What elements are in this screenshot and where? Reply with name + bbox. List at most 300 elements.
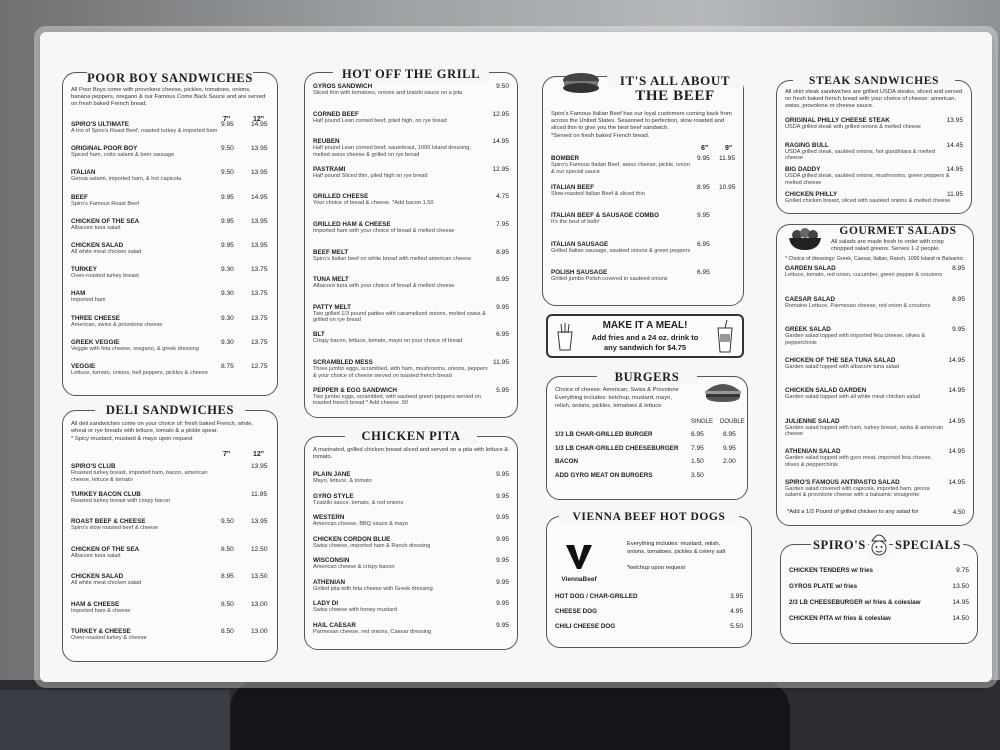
menu-item xyxy=(785,326,965,346)
item-name: HAM & CHEESE xyxy=(71,600,120,608)
item-description: Grilled pita with feta cheese with Greek dressing xyxy=(313,585,433,592)
section-title: STEAK SANDWICHES xyxy=(793,75,955,87)
item-name: WESTERN xyxy=(313,514,345,521)
item-description: Grilled chicken breast, sliced with sautéed onions & melted cheese xyxy=(785,197,951,204)
item-name: LADY DI xyxy=(313,600,339,607)
menu-item xyxy=(555,458,739,465)
item-description: Two jumbo eggs, scrambled, with sauteed green peppers served on toasted french bread * Add cheese .50 xyxy=(313,393,481,407)
item-price-small: 9.50 xyxy=(221,518,234,525)
hotdog-includes: Everything includes: mustard, relish, xyxy=(627,541,721,547)
menu-item xyxy=(71,491,269,505)
item-name: GARDEN SALAD xyxy=(785,265,836,272)
size-9: 9" xyxy=(725,145,733,152)
item-name: ITALIAN BEEF & SAUSAGE COMBO xyxy=(551,212,659,219)
item-description: A trio of Spiro's Roast Beef, roasted turkey & imported ham xyxy=(71,128,218,134)
item-description: Sliced thin with tomatoes, onions and tzatzki sauce on a pita xyxy=(313,90,463,96)
item-name: BEEF xyxy=(71,193,88,201)
item-description: Garden salad topped with gyro meat, imported feta cheese, olives & pepperchinis xyxy=(785,455,933,468)
item-name: CHICKEN TENDERS w/ fries xyxy=(789,567,873,574)
specials-section xyxy=(780,538,978,644)
item-price-small: 9.95 xyxy=(697,155,710,162)
item-description: Albacore tuna salad xyxy=(71,224,121,231)
item-price: 9.50 xyxy=(496,83,509,90)
menu-item xyxy=(551,212,735,226)
item-name: HAM xyxy=(71,290,86,298)
size-12: 12" xyxy=(253,116,265,123)
item-description: Roasted turkey breast with crispy bacon xyxy=(71,497,171,504)
item-price-small: 8.50 xyxy=(221,545,234,553)
menu-item xyxy=(71,518,269,532)
item-price-large: 13.95 xyxy=(251,463,268,470)
item-price: 14.95 xyxy=(948,478,965,486)
item-price-small: 9.30 xyxy=(221,290,234,298)
item-name: HAIL CAESAR xyxy=(313,621,356,629)
item-description: American cheese & crispy bacon xyxy=(313,564,395,570)
item-name: GREEK SALAD xyxy=(785,326,831,333)
item-price-small: 9.95 xyxy=(221,193,234,201)
menu-item xyxy=(785,191,963,205)
section-intro: All deli sandwiches come on your choice of: fresh baked French, white, wheat or rye breads with lettuce, tomato & a pickle spear. xyxy=(71,421,254,435)
dressing-note: * Choice of dressings: Greek, Caesar, Italian, Ranch, 1000 Island or Balsamic. xyxy=(785,256,965,262)
item-price-small: 9.50 xyxy=(221,169,234,177)
item-price: 14.50 xyxy=(952,615,969,622)
menu-item xyxy=(71,339,269,353)
vienna-beef-logo xyxy=(559,543,599,583)
item-name: CHICKEN OF THE SEA xyxy=(71,217,140,225)
section-title-line2: THE BEEF xyxy=(635,88,715,104)
menu-item xyxy=(71,145,269,159)
section-title: VIENNA BEEF HOT DOGS xyxy=(559,511,739,523)
item-price: 7.95 xyxy=(496,221,509,228)
menu-item xyxy=(313,111,509,125)
menu-item xyxy=(313,387,509,407)
menu-item xyxy=(551,241,735,255)
item-name: TURKEY & CHEESE xyxy=(71,628,131,635)
menu-item xyxy=(313,514,509,528)
item-name: VEGGIE xyxy=(71,363,96,370)
hotdog-ketchup-note: *ketchup upon request xyxy=(627,565,686,571)
item-name: CHICKEN SALAD xyxy=(71,242,124,249)
menu-item xyxy=(555,431,739,438)
item-name: CHICKEN PHILLY xyxy=(785,190,838,198)
item-name: ATHENIAN SALAD xyxy=(785,448,841,455)
item-description: Imported ham & cheese xyxy=(71,607,131,614)
item-price-small: 9.95 xyxy=(697,212,710,219)
item-description: Crispy bacon, lettuce, tomato, mayo on your choice of bread xyxy=(313,338,463,345)
item-price: 14.95 xyxy=(946,166,963,173)
item-name: GRILLED CHEESE xyxy=(313,193,369,201)
item-name: 1/3 LB CHAR-GRILLED BURGER xyxy=(555,431,653,438)
section-title: POOR BOY SANDWICHES xyxy=(87,71,253,85)
item-description: USDA grilled steak, sautéed onions, mushrooms, green peppers & melted cheese xyxy=(785,173,950,186)
section-note: * Spicy mustard, mustard & mayo upon request xyxy=(71,436,193,442)
item-price-large: 14.95 xyxy=(251,193,268,201)
item-description: Spiro's Famous Italian Beef, swiss cheese, pickle, onion & our special sauce xyxy=(551,162,690,175)
menu-item xyxy=(785,296,965,310)
item-name: GREEK VEGGIE xyxy=(71,338,120,346)
menu-item xyxy=(71,601,269,615)
item-price-large: 13.50 xyxy=(251,573,268,580)
menu-item xyxy=(551,155,735,175)
item-name: JULIENNE SALAD xyxy=(785,417,840,425)
item-price-large: 13.75 xyxy=(251,338,268,346)
double-header: DOUBLE xyxy=(720,419,745,425)
item-name: WISCONSIN xyxy=(313,557,350,564)
item-price-large: 13.00 xyxy=(251,628,268,635)
item-description: Slow-roasted Italian Beef & sliced thin xyxy=(551,190,645,197)
item-price: 9.75 xyxy=(956,567,969,574)
menu-item xyxy=(313,221,509,235)
item-name: GRILLED HAM & CHEESE xyxy=(313,221,391,228)
menu-item xyxy=(555,623,743,630)
brand-name: ViennaBeef xyxy=(561,576,597,583)
section-title: DELI SANDWICHES xyxy=(95,403,245,418)
item-price-large: 14.95 xyxy=(251,121,268,128)
menu-item xyxy=(313,193,509,207)
item-description: Spiro's Italian beef on white bread with melted american cheese xyxy=(313,255,472,262)
item-name: CHILI CHEESE DOG xyxy=(555,623,616,630)
item-description: Grilled jumbo Polish covered in sautéed onions xyxy=(551,276,668,282)
item-description: Your choice of bread & cheese. *Add bacon 1.50 xyxy=(313,200,434,207)
menu-item xyxy=(71,573,269,587)
item-price-large: 12.75 xyxy=(251,363,268,370)
menu-item xyxy=(71,363,269,377)
item-price-small: 1.50 xyxy=(691,458,704,465)
item-name: ITALIAN BEEF xyxy=(551,183,594,191)
section-intro: A marinated, grilled chicken breast sliced and served on a pita with lettuce & tomato. xyxy=(313,447,509,461)
item-price-small: 9.30 xyxy=(221,314,234,322)
item-description: Spiro's slow roasted beef & cheese xyxy=(71,525,159,531)
item-price: 9.95 xyxy=(496,600,509,607)
beef-section xyxy=(542,73,744,306)
menu-item xyxy=(71,218,269,232)
item-description: Imported ham with your choice of bread & melted cheese xyxy=(313,228,455,234)
item-name: SCRAMBLED MESS xyxy=(313,359,373,366)
item-name: CHICKEN OF THE SEA xyxy=(71,545,140,553)
item-description: Lettuce, tomato, onions, bell peppers, pickles & cheese xyxy=(71,370,208,376)
section-intro: Spiro's Famous Italian Beef has our loyal customers coming back from across the United States. Seasoned to perfection, slow roasted and sliced thin to give you the best beef sandwich. xyxy=(551,111,732,132)
item-description: All white meat chicken salad xyxy=(71,249,142,255)
grill-section xyxy=(304,67,518,418)
item-name: GYROS SANDWICH xyxy=(313,83,373,90)
item-price: 9.95 xyxy=(952,326,965,333)
item-description: Albacore tuna salad xyxy=(71,552,121,559)
size-6: 6" xyxy=(701,145,709,152)
item-name: THREE CHEESE xyxy=(71,314,120,322)
beef-sandwich-icon xyxy=(561,71,601,95)
section-title: BURGERS xyxy=(597,370,697,385)
item-description: Romaine Lettuce, Parmesan cheese, red onion & croutons xyxy=(785,302,931,309)
menu-item xyxy=(71,463,269,483)
item-name: BOMBER xyxy=(551,155,579,162)
burger-includes-2: relish, onions, pickles, tomatoes & lettuce xyxy=(555,403,662,409)
item-name: ORIGINAL PHILLY CHEESE STEAK xyxy=(785,117,890,124)
item-price: 8.95 xyxy=(496,248,509,256)
menu-item xyxy=(313,138,509,158)
menu-item xyxy=(313,276,509,290)
item-name: TURKEY xyxy=(71,266,97,274)
pita-section xyxy=(304,429,518,650)
section-title: HOT OFF THE GRILL xyxy=(333,67,489,82)
steak-section xyxy=(776,75,972,214)
meal-title: MAKE IT A MEAL! xyxy=(602,320,688,331)
item-price: 8.95 xyxy=(496,276,509,284)
item-price-small: 9.30 xyxy=(221,338,234,346)
item-price: 14.95 xyxy=(948,417,965,425)
item-name: CHICKEN PITA w/ fries & coleslaw xyxy=(789,615,891,622)
item-description: Spiro's Famous Roast Beef xyxy=(71,200,139,207)
single-header: SINGLE xyxy=(691,419,714,425)
item-name: BEEF MELT xyxy=(313,248,349,256)
item-price: 9.95 xyxy=(496,557,509,564)
item-description: Grilled Italian sausage, sautéed onions & green peppers xyxy=(551,247,691,254)
menu-item xyxy=(785,142,963,162)
item-name: CHEESE DOG xyxy=(555,608,597,615)
item-name: CHICKEN SALAD xyxy=(71,573,124,580)
item-price-small: 8.95 xyxy=(221,573,234,580)
item-description: Mayo, lettuce, & tomato xyxy=(313,478,372,484)
item-description: Half pound Lean corned beef, sauerkraut, 1000 Island dressing, melted swiss cheese & grilled on rye bread xyxy=(313,145,471,158)
menu-item xyxy=(785,479,965,499)
hotdog-includes-2: onions, tomatoes, pickles & celery salt xyxy=(627,549,726,555)
section-title: CHICKEN PITA xyxy=(345,429,477,444)
item-name: 2/3 LB CHEESEBURGER w/ fries & coleslaw xyxy=(789,599,921,606)
menu-item xyxy=(785,387,965,401)
item-name: ADD GYRO MEAT ON BURGERS xyxy=(555,471,653,479)
size-7: 7" xyxy=(223,451,231,458)
item-name: RAGING BULL xyxy=(785,141,829,149)
menu-item xyxy=(313,557,509,571)
section-intro: All skirt steak sandwiches are grilled USDA steaks, sliced and served on fresh baked french bread with your choice of cheese: american, swiss, provolone or cheese sauce. xyxy=(785,89,963,110)
item-description: Imported ham xyxy=(71,297,106,304)
item-description: Swiss cheese, imported ham & Ranch dressing xyxy=(313,542,431,549)
item-description: Half pound Lean corned beef, piled high, on rye bread xyxy=(313,117,447,124)
item-description: Genoa salami, imported ham, & hot capicola xyxy=(71,176,182,183)
item-description: Garden salad topped with imported feta cheese, olives & pepperchinis xyxy=(785,333,926,346)
section-intro: All salads are made fresh to order with crisp chopped salad greens. Serves 1-2 people. xyxy=(831,239,944,253)
item-price: 14.95 xyxy=(948,387,965,394)
item-description: American cheese, BBQ sauce & mayo xyxy=(313,521,409,527)
item-price-small: 9.95 xyxy=(221,217,234,225)
item-price-large: 13.00 xyxy=(251,600,268,608)
item-price-small: 8.75 xyxy=(221,363,234,370)
item-description: Spiced ham, cotto salami & beer sausage xyxy=(71,152,175,159)
addon-note: *Add a 1/2 Pound of grilled chicken to any salad for xyxy=(787,509,919,515)
item-price-large: 13.95 xyxy=(251,242,268,249)
item-name: ATHENIAN xyxy=(313,578,346,586)
item-name: BIG DADDY xyxy=(785,166,821,173)
menu-item xyxy=(313,493,509,507)
item-price-large: 8.95 xyxy=(723,431,736,438)
section-title-line1: IT'S ALL ABOUT xyxy=(607,73,743,89)
item-price: 12.95 xyxy=(492,110,509,118)
item-price: 14.95 xyxy=(492,138,509,146)
menu-item xyxy=(551,269,735,283)
item-name: ITALIAN xyxy=(71,169,96,177)
menu-item xyxy=(785,117,963,131)
meal-line1: Add fries and a 24 oz. drink to xyxy=(591,333,699,342)
menu-item xyxy=(785,166,963,186)
item-description: Parmesan cheese, red onions, Caesar dressing xyxy=(313,628,432,635)
item-name: PASTRAMI xyxy=(313,165,346,173)
item-price-large: 13.95 xyxy=(251,145,268,153)
size-12: 12" xyxy=(253,451,265,458)
item-description: Oven-roasted turkey breast xyxy=(71,273,139,280)
menu-item xyxy=(313,579,509,593)
item-name: PLAIN JANE xyxy=(313,471,351,478)
item-price-large: 13.75 xyxy=(251,290,268,298)
menu-item xyxy=(71,290,269,304)
meal-banner xyxy=(546,314,744,358)
item-price: 9.95 xyxy=(496,303,509,311)
item-description: Garden salad topped with ham, turkey breast, swiss & american cheese xyxy=(785,424,944,438)
burger-includes: Everything includes: ketchup, mustard, mayo, xyxy=(555,395,672,401)
item-description: Veggie with feta cheese, oregano, & greek dressing xyxy=(71,345,199,352)
item-price-large: 9.95 xyxy=(723,444,736,452)
item-price: 9.95 xyxy=(496,514,509,521)
item-price: 9.95 xyxy=(496,535,509,543)
burger-cheese-note: Choice of cheese: American, Swiss & Provolone xyxy=(555,387,679,393)
menu-item xyxy=(785,357,965,371)
item-price-small: 6.95 xyxy=(697,240,710,248)
item-description: Garden salad covered with capicola, imported ham, genoa salami & provolone cheese with a balsamic vinaigrette xyxy=(785,485,930,499)
item-price-large: 13.95 xyxy=(251,169,268,177)
item-name: 1/3 LB CHAR-GRILLED CHEESEBURGER xyxy=(555,444,679,452)
item-description: Oven-roasted turkey & cheese xyxy=(71,635,147,641)
item-price-small: 6.95 xyxy=(691,431,704,438)
item-name: TUNA MELT xyxy=(313,276,349,284)
item-name: CHICKEN OF THE SEA TUNA SALAD xyxy=(785,356,896,364)
item-price-small: 8.50 xyxy=(221,600,234,608)
menu-item xyxy=(555,472,739,479)
menu-item xyxy=(789,583,969,590)
section-title-line2: SPECIALS xyxy=(895,538,961,552)
menu-item xyxy=(71,194,269,208)
menu-item xyxy=(551,184,735,198)
salad-bowl-icon xyxy=(787,227,823,251)
item-price-small: 7.95 xyxy=(691,444,704,452)
item-name: CORNED BEEF xyxy=(313,110,359,118)
addon-price: 4.50 xyxy=(952,509,965,516)
menu-item xyxy=(313,166,509,180)
menu-item xyxy=(789,599,969,606)
item-name: TURKEY BACON CLUB xyxy=(71,490,141,498)
item-description: All white meat chicken salad xyxy=(71,580,142,586)
item-price-small: 6.95 xyxy=(697,269,710,276)
item-description: American, swiss & provolone cheese xyxy=(71,321,163,328)
item-name: PEPPER & EGG SANDWICH xyxy=(313,386,397,394)
item-price: 9.95 xyxy=(496,471,509,478)
menu-item xyxy=(789,615,969,622)
item-name: SPIRO'S CLUB xyxy=(71,463,116,470)
item-price: 5.95 xyxy=(496,386,509,394)
menu-item xyxy=(313,536,509,550)
menu-item xyxy=(555,608,743,615)
section-intro: All Poor Boys come with provolone cheese, pickles, tomatoes, onions, banana peppers, oregano & our Famous Come Back Sauce and are served on fresh baked French bread. xyxy=(71,87,266,108)
item-price-small: 8.95 xyxy=(697,183,710,191)
item-price: 4.75 xyxy=(496,193,509,201)
item-price-small: 3.50 xyxy=(691,471,704,479)
item-name: ROAST BEEF & CHEESE xyxy=(71,518,146,525)
item-price: 6.95 xyxy=(496,331,509,339)
item-price: 11.95 xyxy=(946,190,963,198)
item-description: USDA grilled steak, sautéed onions, hot giardiniara & melted cheese xyxy=(785,148,935,162)
menu-item xyxy=(313,331,509,345)
item-name: GYROS PLATE w/ fries xyxy=(789,583,858,590)
item-price-small: 8.50 xyxy=(221,628,234,635)
item-price-small: 9.95 xyxy=(221,242,234,249)
item-description: Swiss cheese with honey mustard xyxy=(313,607,398,613)
menu-item xyxy=(555,593,743,600)
item-name: GYRO STYLE xyxy=(313,492,354,500)
item-price-large: 13.75 xyxy=(251,266,268,274)
menu-item xyxy=(71,242,269,256)
item-description: Garden salad topped with all white meat chicken salad xyxy=(785,394,920,400)
salads-section xyxy=(776,224,974,526)
item-name: SPIRO'S FAMOUS ANTIPASTO SALAD xyxy=(785,478,900,486)
item-price-small: 9.30 xyxy=(221,266,234,274)
item-description: Three jumbo eggs, scrambled, with ham, mushrooms, onions, peppers & your choice of cheese served on toasted french bread xyxy=(313,366,488,379)
item-price: 8.95 xyxy=(952,295,965,303)
item-price-large: 11.95 xyxy=(719,155,736,162)
item-price: 14.95 xyxy=(952,599,969,606)
item-price: 14.95 xyxy=(948,356,965,364)
menu-item xyxy=(555,445,739,452)
menu-item xyxy=(313,304,509,324)
poor-boy-section xyxy=(62,72,278,396)
item-description: USDA grilled steak with grilled onions & melted cheese xyxy=(785,124,921,130)
item-price: 4.95 xyxy=(730,608,743,615)
item-description: Lettuce, tomato, red onion, cucumber, green pepper & croutons xyxy=(785,272,943,278)
menu-item xyxy=(71,266,269,280)
section-title: GOURMET SALADS xyxy=(839,225,957,237)
item-price: 5.50 xyxy=(730,623,743,630)
deli-section xyxy=(62,403,278,662)
chef-icon xyxy=(869,533,889,559)
menu-item xyxy=(71,628,269,642)
item-price: 9.95 xyxy=(496,492,509,500)
item-price: 14.45 xyxy=(946,141,963,149)
item-price-large: 13.75 xyxy=(251,314,268,322)
item-price: 14.95 xyxy=(948,448,965,455)
menu-item xyxy=(313,359,509,379)
menu-item xyxy=(785,265,965,279)
item-price: 8.95 xyxy=(952,265,965,272)
item-description: It's the best of both! xyxy=(551,219,600,225)
menu-item xyxy=(313,622,509,636)
item-price-small: 9.50 xyxy=(221,145,234,153)
item-price: 13.95 xyxy=(946,117,963,124)
item-name: SPIRO'S ULTIMATE xyxy=(71,121,129,128)
item-name: ITALIAN SAUSAGE xyxy=(551,240,609,248)
hotdogs-section xyxy=(546,511,752,648)
item-name: REUBEN xyxy=(313,138,340,146)
item-name: CHICKEN CORDON BLUE xyxy=(313,535,391,543)
meal-line2: any sandwich for $4.75 xyxy=(603,343,687,352)
menu-item xyxy=(313,249,509,263)
menu-item xyxy=(785,448,965,468)
item-name: CAESAR SALAD xyxy=(785,295,836,303)
menu-item xyxy=(785,418,965,438)
item-price-large: 11.95 xyxy=(251,490,268,498)
item-name: POLISH SAUSAGE xyxy=(551,269,608,276)
item-price: 13.50 xyxy=(952,583,969,590)
menu-sheet xyxy=(40,32,992,682)
item-price-large: 12.50 xyxy=(251,545,268,553)
menu-item xyxy=(789,567,969,574)
item-price: 11.95 xyxy=(492,359,509,366)
item-description: Roasted turkey breast, imported ham, bacon, american cheese, lettuce & tomato xyxy=(71,470,208,483)
